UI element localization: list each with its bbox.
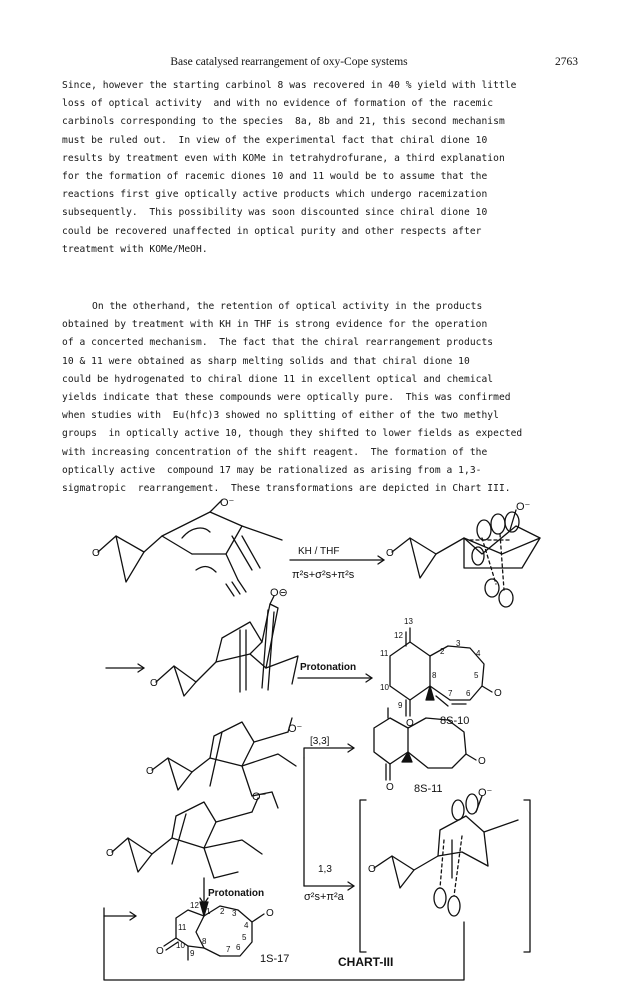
transition-state-structure	[392, 510, 540, 607]
text-line: treatment with KOMe/MeOH.	[62, 243, 208, 255]
svg-text:10: 10	[380, 683, 389, 692]
oxygen-label: O	[478, 756, 486, 767]
oxygen-label: O	[386, 782, 394, 793]
oxygen-label: O	[156, 946, 164, 957]
text-line: with increasing concentration of the shift reagent. The formation of the	[62, 446, 488, 458]
text-line: results by treatment even with KOMe in tetrahydrofurane, a third explanation	[62, 152, 505, 164]
enolate-intermediate-structure	[106, 596, 298, 696]
o-minus-label: O⁻	[252, 791, 267, 803]
svg-text:9: 9	[190, 949, 195, 958]
svg-text:1: 1	[206, 907, 211, 916]
text-line: could be hydrogenated to chiral dione 11 in excellent optical and chemical	[62, 373, 494, 385]
running-header	[60, 56, 578, 72]
text-line: groups in optically active 10, though they shifted to lower fields as expected	[62, 428, 523, 440]
chart-title: CHART-III	[338, 955, 394, 969]
oxygen-label: O	[368, 864, 376, 875]
text-line: yields indicate that these compounds were optically pure. This was confirmed	[62, 391, 511, 403]
shift-33-label: [3,3]	[310, 736, 330, 747]
text-line: when studies with Eu(hfc)3 showed no splitting of either of the two methyl	[62, 410, 499, 422]
text-line: could be recovered unaffected in optical purity and other respects after	[62, 225, 482, 237]
reaction-scheme	[92, 496, 564, 988]
svg-text:12: 12	[394, 631, 403, 640]
symmetry-label-bottom: σ²s+π²a	[304, 891, 344, 903]
o-minus-label: O⁻	[288, 723, 303, 735]
paragraph-1	[62, 77, 572, 259]
text-line: On the otherhand, the retention of optical activity in the products	[92, 301, 483, 312]
svg-text:4: 4	[476, 649, 481, 658]
text-line: loss of optical activity and with no evidence of formation of the racemic	[62, 98, 494, 110]
text-line: optically active compound 17 may be rationalized as arising from a 1,3-	[62, 464, 482, 476]
svg-text:7: 7	[448, 689, 453, 698]
paragraph-2	[62, 298, 572, 498]
symmetry-label-top: π²s+σ²s+π²s	[292, 569, 355, 581]
text-line: of a concerted mechanism. The fact that the chiral rearrangement products	[62, 337, 494, 349]
svg-text:11: 11	[380, 649, 389, 658]
svg-text:4: 4	[244, 921, 249, 930]
starting-alkoxide-structure	[98, 500, 282, 596]
protonation-label: Protonation	[300, 662, 357, 673]
oxygen-label: O	[494, 688, 502, 699]
svg-text:3: 3	[232, 909, 237, 918]
text-line: obtained by treatment with KH in THF is strong evidence for the operation	[62, 319, 488, 331]
svg-text:5: 5	[474, 671, 479, 680]
product-label-8s-10: 8S-10	[440, 715, 470, 727]
product-label-1s-17: 1S-17	[260, 953, 290, 965]
svg-text:11: 11	[178, 923, 187, 932]
svg-text:7: 7	[226, 945, 231, 954]
svg-text:12: 12	[190, 901, 199, 910]
o-minus-label: O⁻	[516, 501, 531, 513]
svg-text:8: 8	[432, 671, 437, 680]
text-line: for the formation of racemic diones 10 and 11 would be to assume that the	[62, 170, 488, 182]
svg-text:8: 8	[202, 937, 207, 946]
svg-text:9: 9	[398, 701, 403, 710]
oxygen-label: O	[386, 548, 394, 559]
text-line: 10 & 11 were obtained as sharp melting solids and that chiral dione 10	[62, 355, 470, 367]
oxygen-label: O	[146, 766, 154, 777]
text-line: subsequently. This possibility was soon discounted since chiral dione 10	[62, 207, 488, 219]
text-line: reactions first give optically active products which undergo racemization	[62, 189, 488, 201]
svg-text:2: 2	[440, 647, 445, 656]
protonation-label: Protonation	[208, 888, 265, 899]
o-minus-label: O⁻	[220, 497, 235, 509]
text-line: carbinols corresponding to the species 8a, 8b and 21, this second mechanism	[62, 116, 505, 128]
transition-state-13-structure	[360, 794, 530, 952]
svg-text:10: 10	[176, 941, 185, 950]
oxygen-label: O	[92, 548, 100, 559]
svg-text:6: 6	[236, 943, 241, 952]
svg-text:2: 2	[220, 907, 225, 916]
text-line: sigmatropic rearrangement. These transformations are depicted in Chart III.	[62, 482, 511, 494]
alkoxide-2-structure	[152, 718, 296, 808]
oxygen-label: O	[266, 908, 274, 919]
alkoxide-3-structure	[112, 798, 262, 878]
oxygen-label: O	[106, 848, 114, 859]
oxygen-label: O	[406, 718, 414, 729]
svg-text:6: 6	[466, 689, 471, 698]
svg-text:3: 3	[456, 639, 461, 648]
running-title: Base catalysed rearrangement of oxy-Cope systems	[170, 56, 408, 68]
reagent-label: KH / THF	[298, 546, 340, 557]
oxygen-label: O	[150, 678, 158, 689]
chart-iii-scheme	[92, 496, 564, 988]
o-circle-label: O⊖	[270, 587, 288, 599]
svg-text:13: 13	[404, 617, 413, 626]
text-line: Since, however the starting carbinol 8 was recovered in 40 % yield with little	[62, 80, 517, 91]
shift-13-label: 1,3	[318, 864, 332, 875]
svg-text:5: 5	[242, 933, 247, 942]
product-label-8s-11: 8S-11	[414, 783, 443, 795]
page-number: 2763	[555, 56, 578, 68]
o-minus-label: O⁻	[478, 787, 493, 799]
text-line: must be ruled out. In view of the experimental fact that chiral dione 10	[62, 134, 488, 146]
